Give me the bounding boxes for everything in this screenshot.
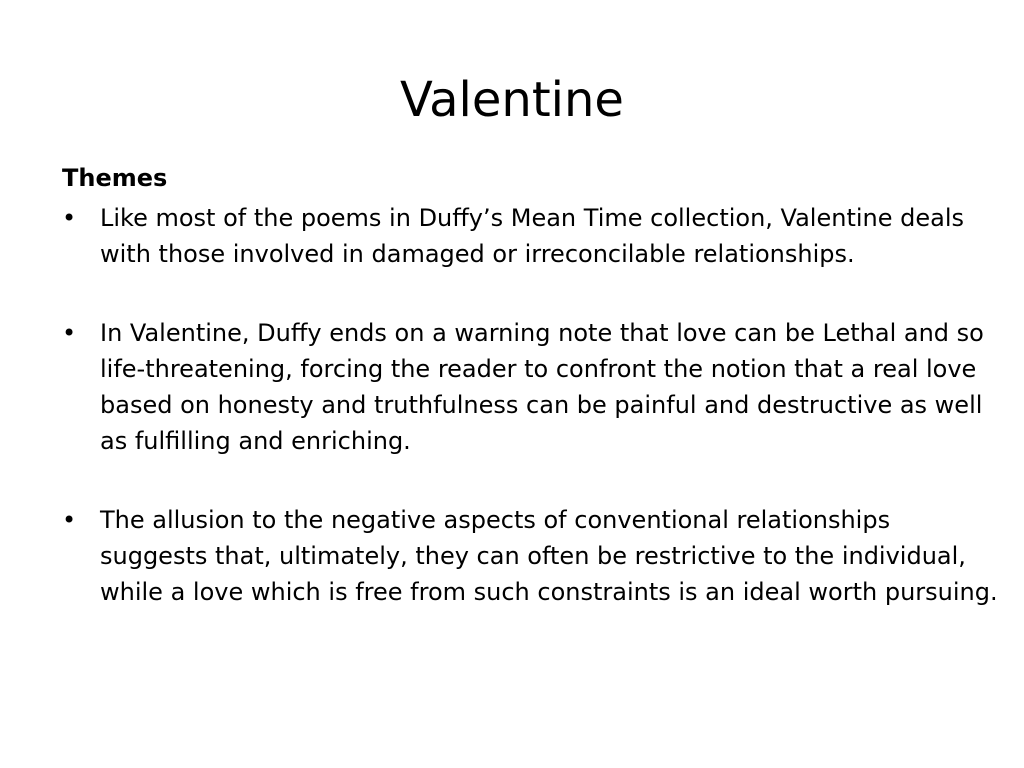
bullet-icon: • [62,319,77,347]
slide-title: Valentine [400,72,624,128]
bullet-icon: • [62,506,77,534]
bullet-list [62,200,1002,610]
bullet-item [62,315,1002,459]
bullet-text: The allusion to the negative aspects of conventional relationships suggests that, ultimately, they can often be restrictive to the individual, while a love which is free from such constraints is an ideal worth pursuing. [100,506,998,606]
bullet-text: Like most of the poems in Duffy’s Mean Time collection, Valentine deals with those involved in damaged or irreconcilable relationships. [100,204,965,268]
bullet-text: In Valentine, Duffy ends on a warning note that love can be Lethal and so life-threatening, forcing the reader to confront the notion that a real love based on honesty and truthfulness can be painful and destructive as well as fulfilling and enriching. [100,319,984,455]
section-heading: Themes [62,164,168,192]
bullet-item [62,200,1002,272]
slide-content [62,160,1002,610]
bullet-icon: • [62,204,77,232]
bullet-item [62,502,1002,610]
